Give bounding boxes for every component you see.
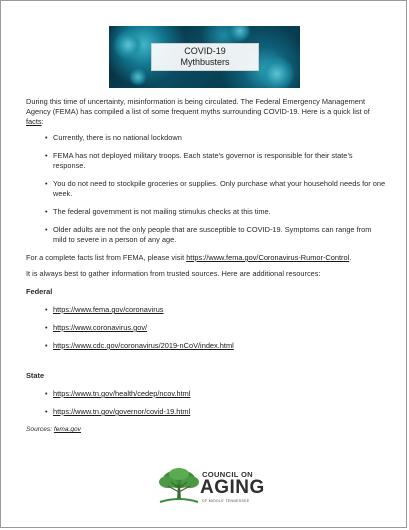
logo-text-line1: COUNCIL ON [202, 470, 253, 479]
banner-title-box [151, 43, 259, 71]
list-item [45, 407, 386, 417]
federal-links-list [45, 305, 386, 351]
list-item: • The federal government is not mailing stimulus checks at this time. [45, 207, 386, 217]
list-item: • FEMA has not deployed military troops. Each state’s governor is responsible for their state’s response. [45, 151, 386, 171]
sources-label: Sources: [26, 426, 54, 433]
logo-text-line3: OF MIDDLE TENNESSEE [202, 499, 250, 503]
logo-text-line2: AGING [200, 477, 265, 498]
fema-rumor-control-link[interactable]: https://www.fema.gov/Coronavirus-Rumor-Control [186, 253, 350, 262]
intro-text: During this time of uncertainty, misinformation is being circulated. The Federal Emergency Management Agency (FEMA) has compiled a list of some frequent myths surrounding COVID-19. Here is a quick list of [26, 97, 370, 116]
state-link[interactable]: https://www.tn.gov/governor/covid-19.html [53, 407, 191, 416]
document-body [26, 97, 386, 435]
sources-link[interactable]: fema.gov [53, 426, 81, 433]
facts-list [45, 133, 386, 245]
list-item: • Currently, there is no national lockdown [45, 133, 386, 143]
banner-title-line1: COVID-19 [184, 46, 226, 56]
fema-text: For a complete facts list from FEMA, please visit [26, 253, 187, 262]
resources-intro: It is always best to gather information from trusted sources. Here are additional resources: [26, 269, 321, 278]
virus-image [113, 30, 143, 60]
state-link[interactable]: https://www.tn.gov/health/cedep/ncov.html [53, 389, 191, 398]
list-item [45, 389, 386, 399]
intro-suffix: : [41, 117, 44, 126]
list-item [45, 323, 386, 333]
fema-paragraph [26, 253, 386, 263]
virus-image [229, 26, 251, 42]
sources-line [26, 425, 386, 435]
federal-link[interactable]: https://www.fema.gov/coronavirus [53, 305, 164, 314]
state-heading: State [26, 371, 45, 380]
list-item: • Older adults are not the only people that are susceptible to COVID-19. Symptoms can range from mild to severe in a person of any age. [45, 225, 386, 245]
state-links-list [45, 389, 386, 417]
facts-link[interactable]: facts [26, 117, 42, 126]
list-item [45, 305, 386, 315]
virus-image [259, 56, 295, 88]
council-on-aging-logo [156, 466, 266, 506]
federal-link[interactable]: https://www.coronavirus.gov/ [53, 323, 148, 332]
federal-link[interactable]: https://www.cdc.gov/coronavirus/2019-nCoV/index.html [53, 341, 234, 350]
list-item [45, 341, 386, 351]
list-item: • You do not need to stockpile groceries or supplies. Only purchase what your household needs for one week. [45, 179, 386, 199]
virus-image [129, 68, 147, 86]
banner-title-line2: Mythbusters [180, 57, 230, 67]
covid-banner [109, 26, 300, 88]
federal-heading: Federal [26, 287, 53, 296]
fema-suffix: . [349, 253, 352, 262]
intro-paragraph [26, 97, 386, 127]
tree-icon [156, 466, 202, 506]
